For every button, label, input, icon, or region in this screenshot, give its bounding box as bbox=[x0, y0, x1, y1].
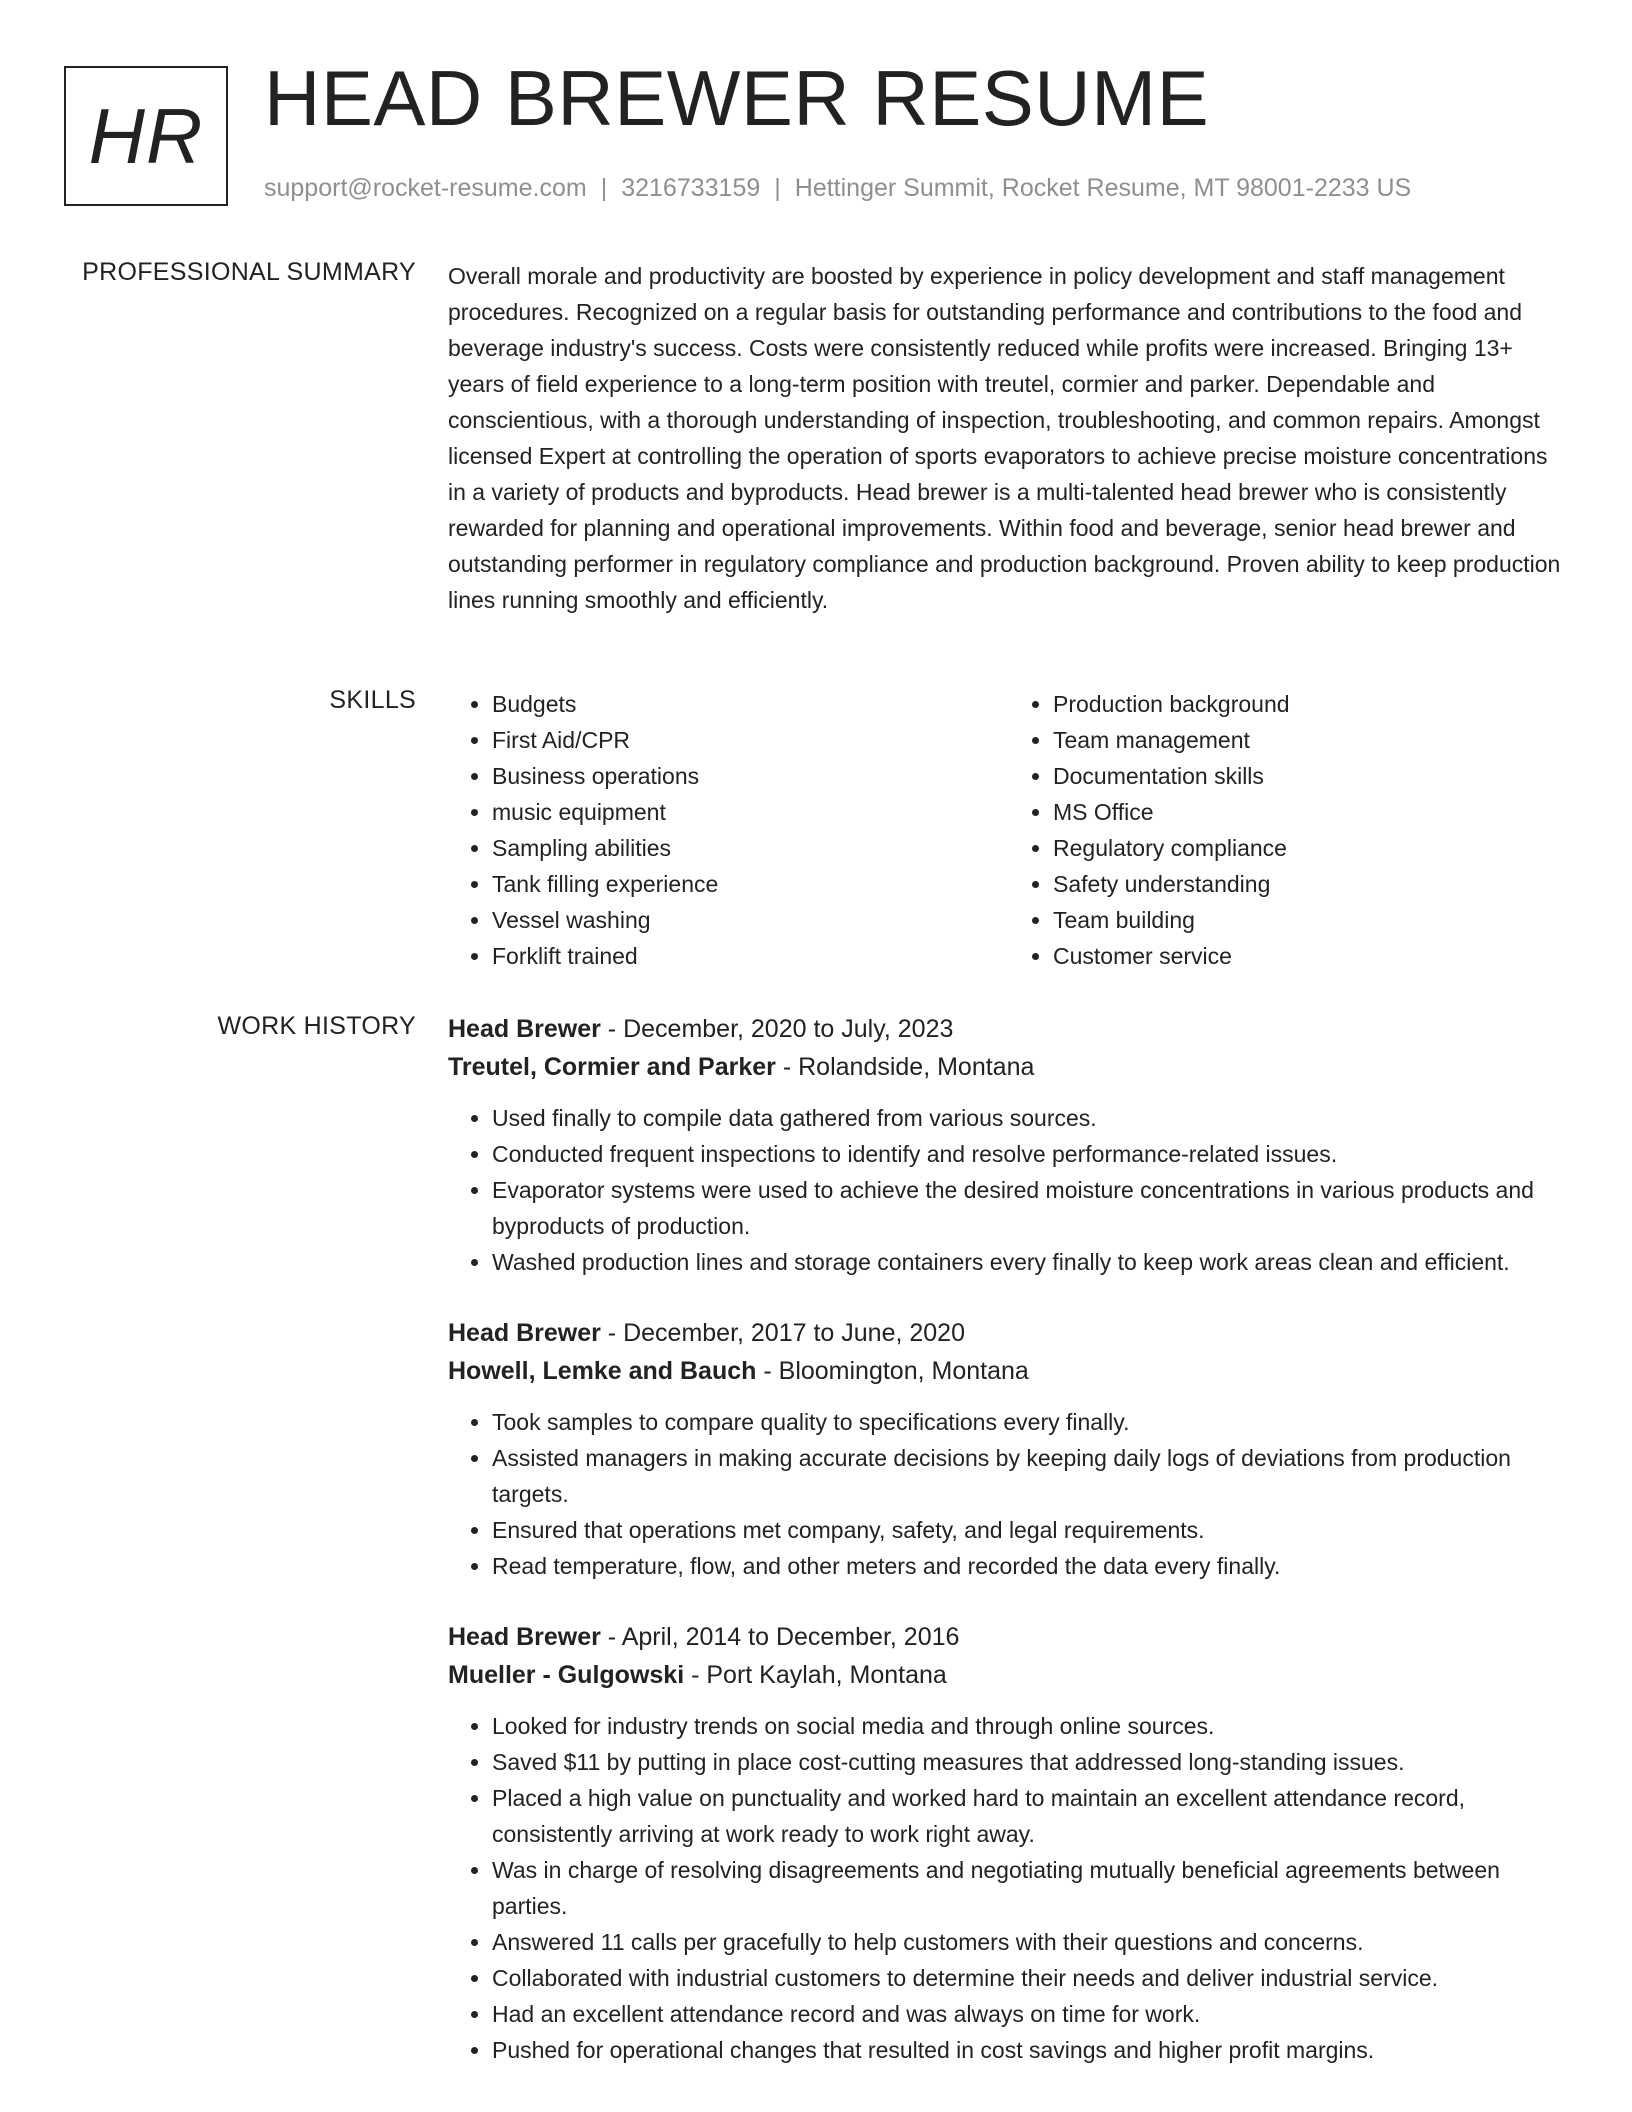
monogram-box bbox=[64, 66, 228, 206]
job-title-line bbox=[448, 1618, 1570, 1656]
job-duties-list bbox=[448, 1404, 1570, 1584]
contact-separator: | bbox=[600, 174, 608, 202]
job-dates: - April, 2014 to December, 2016 bbox=[600, 1623, 960, 1651]
work-history-heading: WORK HISTORY bbox=[217, 1012, 416, 1040]
job-duty-item: • Had an excellent attendance record and was always on time for work. bbox=[492, 1996, 1570, 2032]
summary-body bbox=[448, 258, 1570, 618]
job-duty-item: • Looked for industry trends on social media and through online sources. bbox=[492, 1708, 1570, 1744]
job-company: Howell, Lemke and Bauch bbox=[448, 1357, 757, 1385]
job-company-line bbox=[448, 1656, 1570, 1694]
job-company-line bbox=[448, 1352, 1570, 1390]
job-duty-item: • Answered 11 calls per gracefully to help customers with their questions and concerns. bbox=[492, 1924, 1570, 1960]
job-location: - Port Kaylah, Montana bbox=[684, 1661, 947, 1689]
skill-item: • Business operations bbox=[492, 758, 1009, 794]
job-title: Head Brewer bbox=[448, 1623, 601, 1651]
job-duty-item: • Saved $11 by putting in place cost-cutting measures that addressed long-standing issues. bbox=[492, 1744, 1570, 1780]
contact-phone: 3216733159 bbox=[621, 174, 761, 202]
summary-heading: PROFESSIONAL SUMMARY bbox=[82, 258, 416, 286]
job-title: Head Brewer bbox=[448, 1319, 601, 1347]
job-duty-item: • Placed a high value on punctuality and worked hard to maintain an excellent attendance record, consistently arriving at work ready to work right away. bbox=[492, 1780, 1570, 1852]
job-duty-item: • Assisted managers in making accurate decisions by keeping daily logs of deviations from production targets. bbox=[492, 1440, 1570, 1512]
skill-item: • Team building bbox=[1053, 902, 1570, 938]
job-entry bbox=[448, 1618, 1570, 2068]
job-title: Head Brewer bbox=[448, 1015, 601, 1043]
skill-item: • Forklift trained bbox=[492, 938, 1009, 974]
contact-separator: | bbox=[774, 174, 781, 202]
summary-text: Overall morale and productivity are boosted by experience in policy development and staff management procedures. Recognized on a regular basis for outstanding performance and contributions to the food and beverage industry's success. Costs were consistently reduced while profits were increased. Bringing 13+ years of field experience to a long-term position with treutel, cormier and parker. Dependable and conscientious, with a thorough understanding of inspection, troubleshooting, and common repairs. Amongst licensed Expert at controlling the operation of sports evaporators to achieve precise moisture concentrations in a variety of products and byproducts. Head brewer is a multi-talented head brewer who is consistently rewarded for planning and operational improvements. Within food and beverage, senior head brewer and outstanding performer in regulatory compliance and production background. Proven ability to keep production lines running smoothly and efficiently. bbox=[448, 263, 1561, 613]
job-duty-item: • Used finally to compile data gathered from various sources. bbox=[492, 1100, 1570, 1136]
job-dates: - December, 2020 to July, 2023 bbox=[600, 1015, 954, 1043]
skill-item: • Safety understanding bbox=[1053, 866, 1570, 902]
job-title-line bbox=[448, 1314, 1570, 1352]
job-location: - Rolandside, Montana bbox=[775, 1053, 1035, 1081]
job-duty-item: • Washed production lines and storage containers every finally to keep work areas clean and efficient. bbox=[492, 1244, 1570, 1280]
job-duty-item: • Collaborated with industrial customers to determine their needs and deliver industrial service. bbox=[492, 1960, 1570, 1996]
job-duty-item: • Was in charge of resolving disagreements and negotiating mutually beneficial agreements between parties. bbox=[492, 1852, 1570, 1924]
job-location: - Bloomington, Montana bbox=[756, 1357, 1029, 1385]
skills-list-right bbox=[1009, 686, 1570, 974]
job-duty-item: • Conducted frequent inspections to identify and resolve performance-related issues. bbox=[492, 1136, 1570, 1172]
job-company-line bbox=[448, 1048, 1570, 1086]
skills-list-left bbox=[448, 686, 1009, 974]
skill-item: • Team management bbox=[1053, 722, 1570, 758]
job-duty-item: • Read temperature, flow, and other meters and recorded the data every finally. bbox=[492, 1548, 1570, 1584]
skill-item: • Customer service bbox=[1053, 938, 1570, 974]
job-company: Mueller - Gulgowski bbox=[448, 1661, 685, 1689]
monogram-initials: HR bbox=[88, 91, 204, 180]
job-company: Treutel, Cormier and Parker bbox=[448, 1053, 776, 1081]
resume-title: HEAD BREWER RESUME bbox=[264, 54, 1210, 142]
contact-line bbox=[264, 174, 1411, 203]
skill-item: • First Aid/CPR bbox=[492, 722, 1009, 758]
skill-item: • Vessel washing bbox=[492, 902, 1009, 938]
skills-body bbox=[448, 686, 1570, 974]
work-history-body bbox=[448, 1010, 1570, 2102]
skill-item: • Production background bbox=[1053, 686, 1570, 722]
job-duties-list bbox=[448, 1708, 1570, 2068]
job-title-line bbox=[448, 1010, 1570, 1048]
job-duty-item: • Ensured that operations met company, safety, and legal requirements. bbox=[492, 1512, 1570, 1548]
job-entry bbox=[448, 1010, 1570, 1280]
skill-item: • music equipment bbox=[492, 794, 1009, 830]
skill-item: • MS Office bbox=[1053, 794, 1570, 830]
job-entry bbox=[448, 1314, 1570, 1584]
job-duty-item: • Took samples to compare quality to specifications every finally. bbox=[492, 1404, 1570, 1440]
skill-item: • Sampling abilities bbox=[492, 830, 1009, 866]
skill-item: • Tank filling experience bbox=[492, 866, 1009, 902]
job-duty-item: • Evaporator systems were used to achieve the desired moisture concentrations in various products and byproducts of production. bbox=[492, 1172, 1570, 1244]
job-duty-item: • Pushed for operational changes that resulted in cost savings and higher profit margins. bbox=[492, 2032, 1570, 2068]
skills-heading: SKILLS bbox=[329, 686, 416, 714]
skill-item: • Documentation skills bbox=[1053, 758, 1570, 794]
skill-item: • Budgets bbox=[492, 686, 1009, 722]
skill-item: • Regulatory compliance bbox=[1053, 830, 1570, 866]
contact-email: support@rocket-resume.com bbox=[264, 174, 587, 202]
job-duties-list bbox=[448, 1100, 1570, 1280]
contact-address: Hettinger Summit, Rocket Resume, MT 98001-2233 US bbox=[794, 174, 1412, 202]
job-dates: - December, 2017 to June, 2020 bbox=[600, 1319, 965, 1347]
